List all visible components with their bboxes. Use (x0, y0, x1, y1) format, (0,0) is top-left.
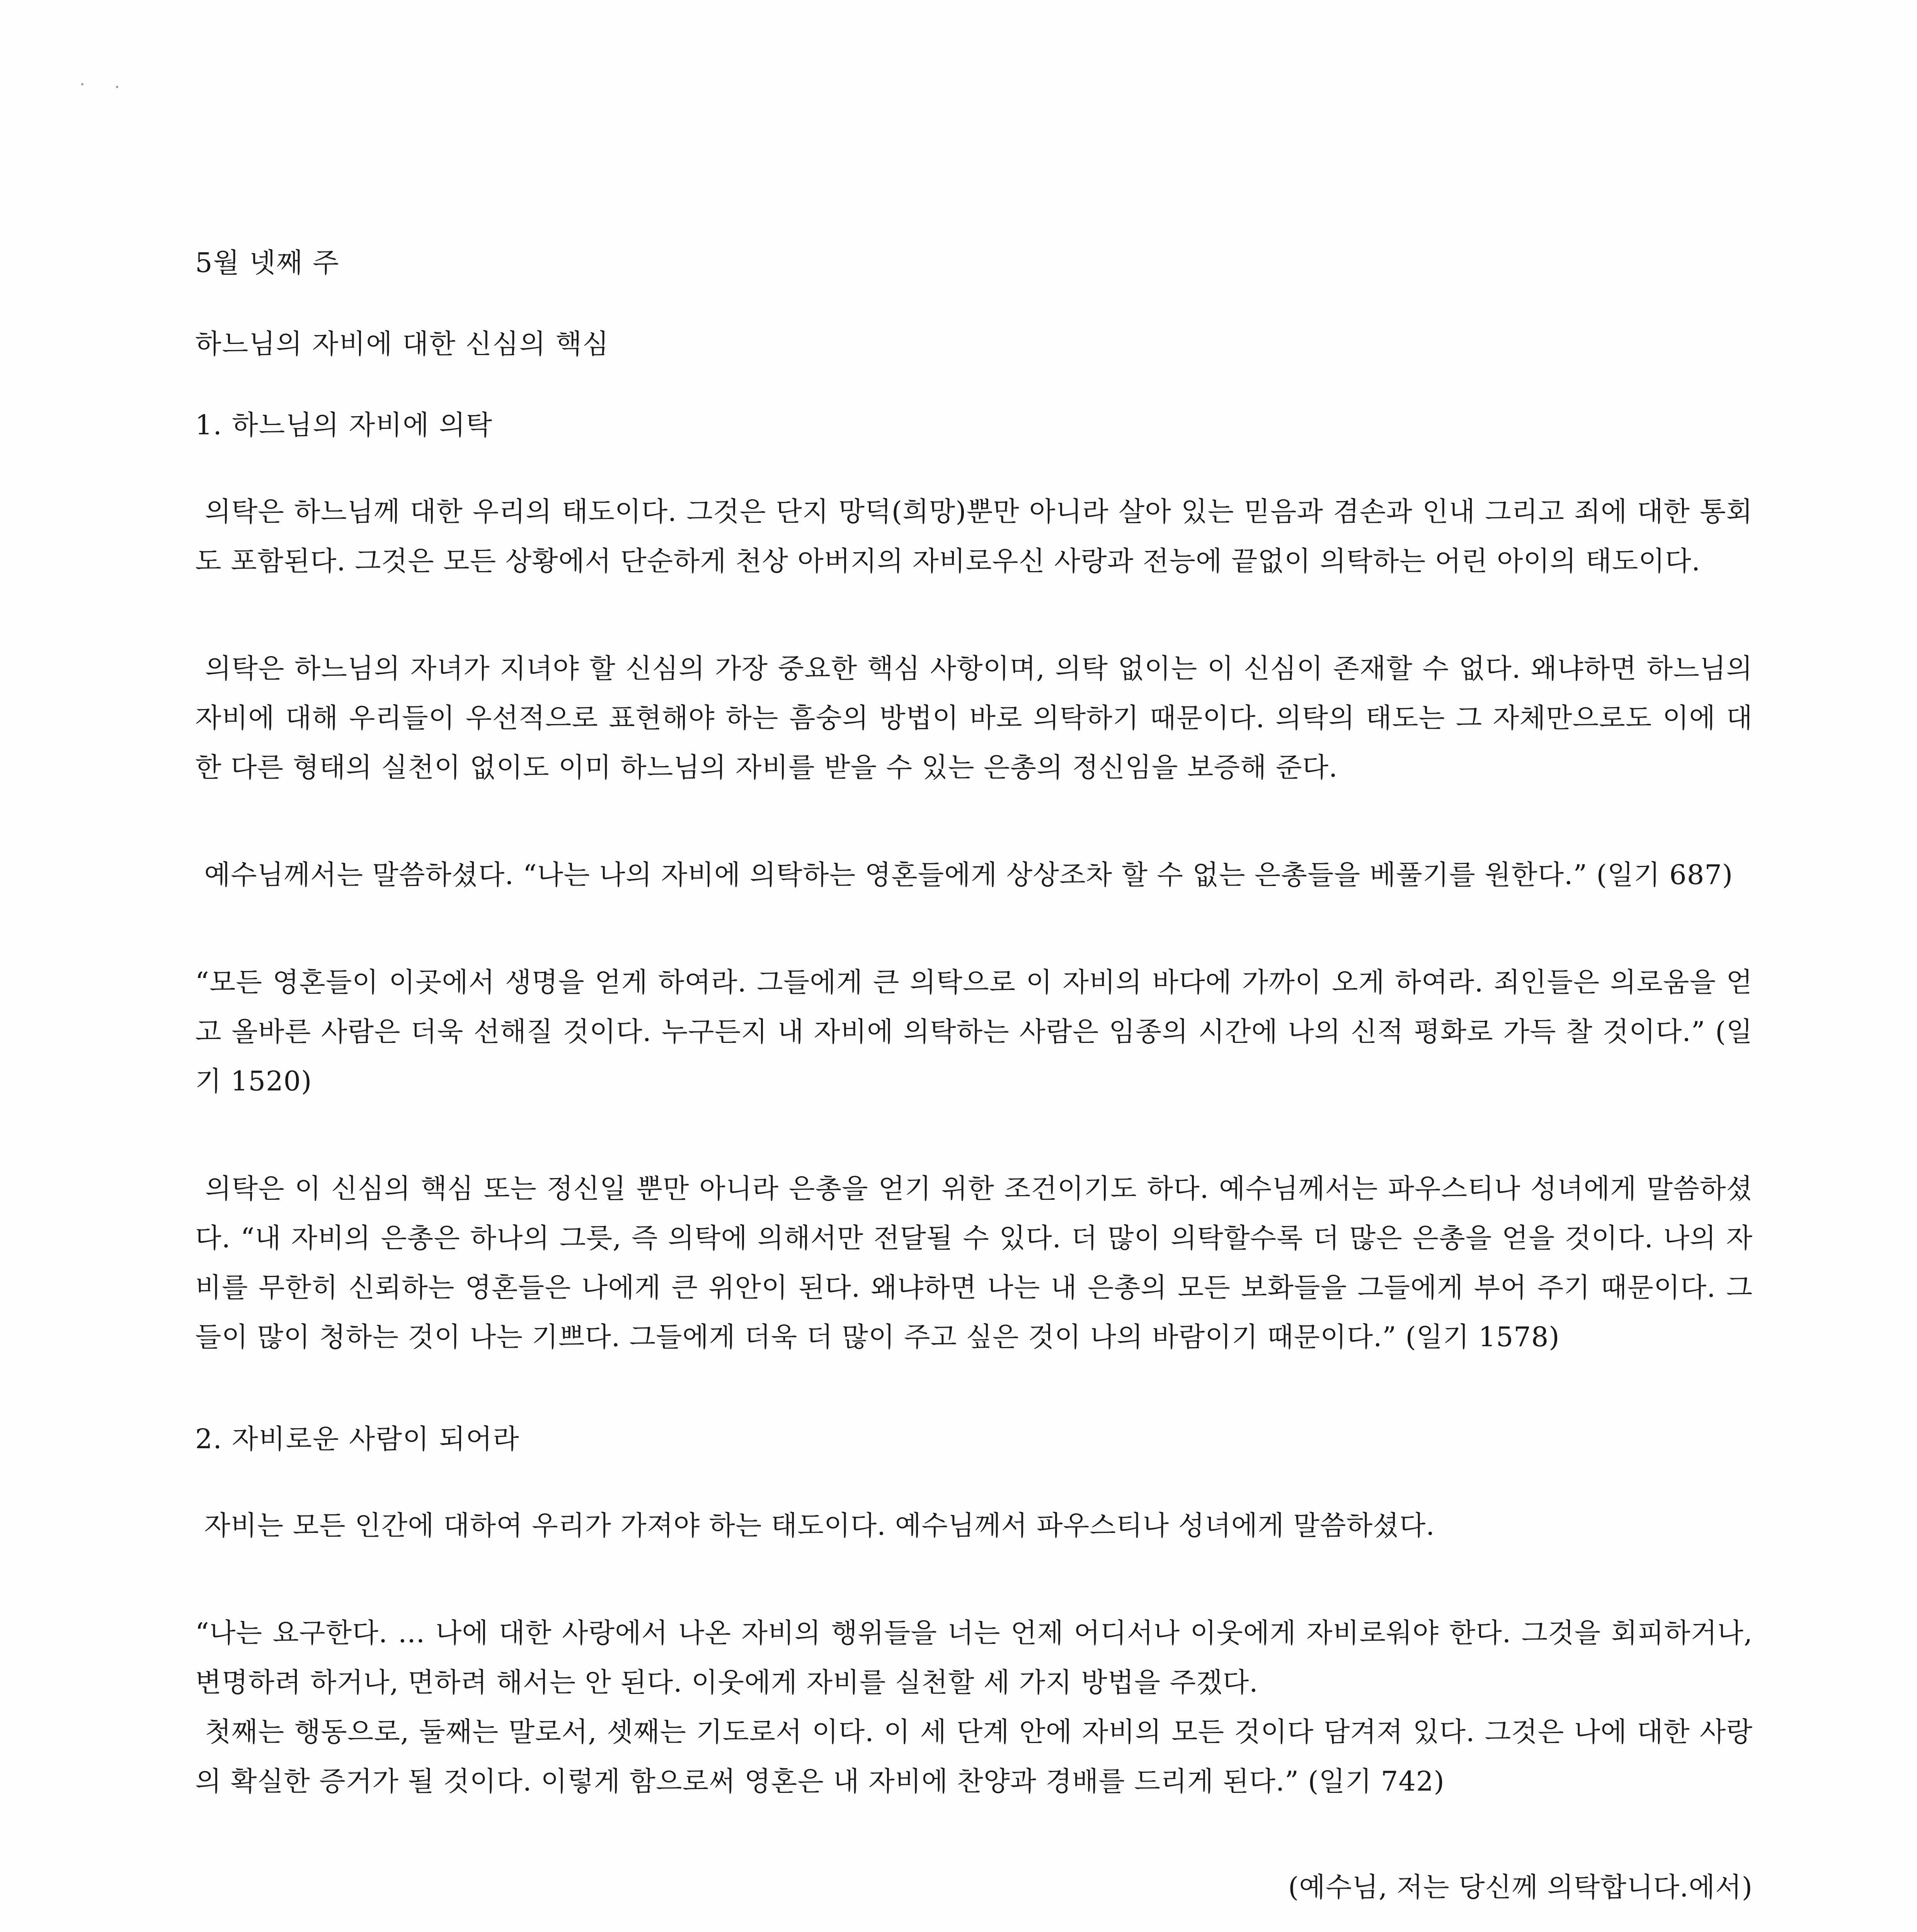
section-1-paragraph: 의탁은 하느님께 대한 우리의 태도이다. 그것은 단지 망덕(희망)뿐만 아니라 살아 있는 믿음과 겸손과 인내 그리고 죄에 대한 통회도 포함된다. 그것은 모든 상황에서 단순하게 천상 아버지의 자비로우신 사랑과 전능에 끝없이 의탁하는 어린 아이의 태도이다. (195, 496, 1753, 577)
section-2-heading: 2. 자비로운 사람이 되어라 (195, 1423, 520, 1455)
section-2-quote: “나는 요구한다. … 나에 대한 사랑에서 나온 자비의 행위들을 너는 언제 어디서나 이웃에게 자비로워야 한다. 그것을 회피하거나, 변명하려 하거나, 면하려 해서는 안 된다. 이웃에게 자비를 실천할 세 가지 방법을 주겠다. (195, 1617, 1762, 1698)
section-1-paragraph: 의탁은 이 신심의 핵심 또는 정신일 뿐만 아니라 은총을 얻기 위한 조건이기도 하다. 예수님께서는 파우스티나 성녀에게 말씀하셨다. “내 자비의 은총은 하나의 그릇, 즉 의탁에 의해서만 전달될 수 있다. 더 많이 의탁할수록 더 많은 은총을 얻을 것이다. 나의 자비를 무한히 신뢰하는 영혼들은 나에게 큰 위안이 된다. 왜냐하면 나는 내 은총의 모든 보화들을 그들에게 부어 주기 때문이다. 그들이 많이 청하는 것이 나는 기쁘다. 그들에게 더욱 더 많이 주고 싶은 것이 나의 바람이기 때문이다.” (일기 1578) (195, 1173, 1753, 1353)
source-citation: (예수님, 저는 당신께 의탁합니다.에서) (1288, 1871, 1753, 1903)
document-title: 하느님의 자비에 대한 신심의 핵심 (195, 328, 609, 360)
section-1-quote: 예수님께서는 말씀하셨다. “나는 나의 자비에 의탁하는 영혼들에게 상상조차 할 수 없는 은총들을 베풀기를 원한다.” (일기 687) (195, 859, 1733, 891)
week-label: 5월 넷째 주 (195, 247, 340, 279)
section-1-quote: “모든 영혼들이 이곳에서 생명을 얻게 하여라. 그들에게 큰 의탁으로 이 자비의 바다에 가까이 오게 하여라. 죄인들은 의로움을 얻고 올바른 사람은 더욱 선해질 것이다. 누구든지 내 자비에 의탁하는 사람은 임종의 시간에 나의 신적 평화로 가득 찰 것이다.” (일기 1520) (195, 966, 1753, 1097)
scan-speck (81, 83, 83, 85)
document-body (195, 243, 1762, 1910)
scan-speck (116, 86, 118, 88)
section-1-heading: 1. 하느님의 자비에 의탁 (195, 409, 493, 441)
section-2-paragraph: 자비는 모든 인간에 대하여 우리가 가져야 하는 태도이다. 예수님께서 파우스티나 성녀에게 말씀하셨다. (195, 1510, 1435, 1541)
section-1-paragraph: 의탁은 하느님의 자녀가 지녀야 할 신심의 가장 중요한 핵심 사항이며, 의탁 없이는 이 신심이 존재할 수 없다. 왜냐하면 하느님의 자비에 대해 우리들이 우선적으로 표현해야 하는 흠숭의 방법이 바로 의탁하기 때문이다. 의탁의 태도는 그 자체만으로도 이에 대한 다른 형태의 실천이 없이도 이미 하느님의 자비를 받을 수 있는 은총의 정신임을 보증해 준다. (195, 653, 1762, 783)
section-2-quote: 첫째는 행동으로, 둘째는 말로서, 셋째는 기도로서 이다. 이 세 단계 안에 자비의 모든 것이다 담겨져 있다. 그것은 나에 대한 사랑의 확실한 증거가 될 것이다. 이렇게 함으로써 영혼은 내 자비에 찬양과 경배를 드리게 된다.” (일기 742) (195, 1716, 1753, 1797)
